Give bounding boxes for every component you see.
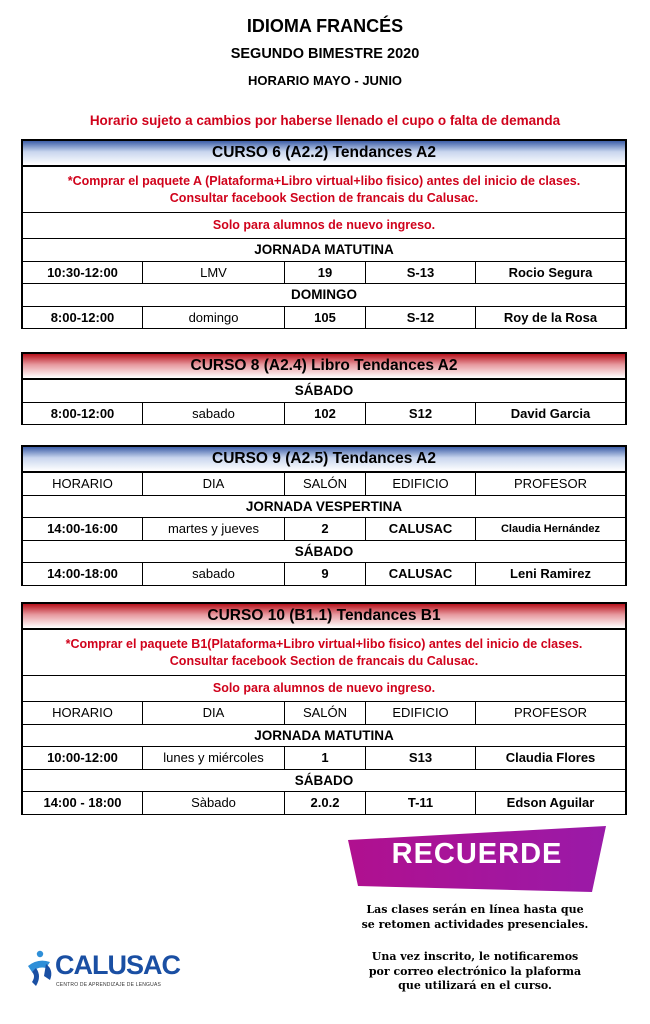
building-cell: S-12	[366, 307, 476, 329]
course-title: CURSO 9 (A2.5) Tendances A2	[23, 447, 625, 473]
col-salon: SALÓN	[285, 702, 366, 724]
logo-name: CALUSAC	[55, 950, 180, 980]
day-cell: sabado	[143, 403, 285, 425]
col-dia: DIA	[143, 473, 285, 495]
teacher-cell: Claudia Flores	[505, 750, 596, 766]
time-cell: 8:00-12:00	[23, 307, 143, 329]
room-cell: 19	[285, 262, 366, 284]
day-cell: martes y jueves	[143, 518, 285, 540]
day-cell: Sàbado	[143, 792, 285, 814]
section-label: JORNADA MATUTINA	[23, 725, 625, 748]
time-cell: 14:00-18:00	[23, 563, 143, 585]
page-subtitle: SEGUNDO BIMESTRE 2020	[230, 46, 420, 62]
course-6-table	[21, 139, 627, 329]
col-dia: DIA	[143, 702, 285, 724]
page-title: IDIOMA FRANCÉS	[246, 16, 404, 36]
reminder-line: Una vez inscrito, le notificaremos	[371, 950, 579, 963]
building-cell: CALUSAC	[366, 518, 476, 540]
section-label: SÁBADO	[23, 380, 625, 403]
new-students-note: Solo para alumnos de nuevo ingreso.	[23, 676, 625, 702]
table-row	[23, 563, 625, 586]
time-cell: 14:00-16:00	[23, 518, 143, 540]
teacher-cell: Leni Ramirez	[510, 566, 591, 582]
teacher-cell: Claudia Hernández	[500, 522, 601, 535]
time-cell: 10:00-12:00	[23, 747, 143, 769]
table-row	[23, 307, 625, 330]
teacher-cell: David Garcia	[510, 405, 591, 421]
teacher-cell: Rocio Segura	[508, 264, 593, 280]
time-cell: 10:30-12:00	[23, 262, 143, 284]
reminder-text-online	[330, 903, 620, 932]
col-profesor: PROFESOR	[514, 705, 587, 721]
purchase-note	[23, 630, 625, 676]
new-students-note: Solo para alumnos de nuevo ingreso.	[23, 213, 625, 239]
course-title: CURSO 10 (B1.1) Tendances B1	[23, 604, 625, 630]
teacher-cell: Edson Aguilar	[506, 795, 595, 811]
col-edificio: EDIFICIO	[366, 473, 476, 495]
column-headers	[23, 702, 625, 725]
room-cell: 102	[285, 403, 366, 425]
time-cell: 14:00 - 18:00	[23, 792, 143, 814]
purchase-note	[23, 167, 625, 213]
col-horario: HORARIO	[23, 473, 143, 495]
room-cell: 1	[285, 747, 366, 769]
column-headers	[23, 473, 625, 496]
room-cell: 2	[285, 518, 366, 540]
table-row	[23, 518, 625, 541]
reminder-line: por correo electrónico la plaforma	[368, 964, 582, 978]
section-label: SÁBADO	[23, 541, 625, 564]
section-label: JORNADA MATUTINA	[23, 239, 625, 262]
table-row	[23, 792, 625, 815]
reminder-line: se retomen actividades presenciales.	[361, 917, 589, 931]
col-horario: HORARIO	[23, 702, 143, 724]
schedule-period: HORARIO MAYO - JUNIO	[247, 73, 403, 88]
building-cell: T-11	[366, 792, 476, 814]
course-8-table	[21, 352, 627, 425]
reminder-text-email	[330, 950, 620, 994]
building-cell: S-13	[366, 262, 476, 284]
course-title: CURSO 6 (A2.2) Tendances A2	[23, 141, 625, 167]
table-row	[23, 403, 625, 426]
building-cell: S13	[366, 747, 476, 769]
recuerde-label: RECUERDE	[391, 838, 563, 870]
section-label: JORNADA VESPERTINA	[23, 496, 625, 519]
teacher-cell: Roy de la Rosa	[503, 309, 598, 325]
col-edificio: EDIFICIO	[366, 702, 476, 724]
reminder-line: Las clases serán en línea hasta que	[366, 903, 584, 916]
table-row	[23, 747, 625, 770]
section-label: DOMINGO	[23, 284, 625, 307]
day-cell: lunes y miércoles	[143, 747, 285, 769]
schedule-notice: Horario sujeto a cambios por haberse llenado el cupo o falta de demanda	[89, 113, 561, 128]
table-row	[23, 262, 625, 285]
course-10-table	[21, 602, 627, 815]
day-cell: sabado	[143, 563, 285, 585]
purchase-note-line: *Comprar el paquete B1(Plataforma+Libro virtual+libo fisico) antes del inicio de clases.	[65, 636, 583, 651]
room-cell: 9	[285, 563, 366, 585]
time-cell: 8:00-12:00	[23, 403, 143, 425]
reminder-line: que utilizará en el curso.	[398, 979, 552, 992]
room-cell: 2.0.2	[285, 792, 366, 814]
col-salon: SALÓN	[285, 473, 366, 495]
section-label: SÁBADO	[23, 770, 625, 793]
room-cell: 105	[285, 307, 366, 329]
day-cell: LMV	[143, 262, 285, 284]
day-cell: domingo	[143, 307, 285, 329]
facebook-note-line: Consultar facebook Section de francais du Calusac.	[169, 653, 479, 668]
facebook-note-line: Consultar facebook Section de francais du Calusac.	[169, 190, 479, 205]
course-9-table	[21, 445, 627, 586]
building-cell: S12	[366, 403, 476, 425]
purchase-note-line: *Comprar el paquete A (Plataforma+Libro virtual+libo fisico) antes del inicio de clases.	[67, 173, 581, 188]
building-cell: CALUSAC	[366, 563, 476, 585]
course-title: CURSO 8 (A2.4) Libro Tendances A2	[23, 354, 625, 380]
logo-tagline: CENTRO DE APRENDIZAJE DE LENGUAS	[56, 982, 162, 988]
col-profesor: PROFESOR	[514, 476, 587, 492]
